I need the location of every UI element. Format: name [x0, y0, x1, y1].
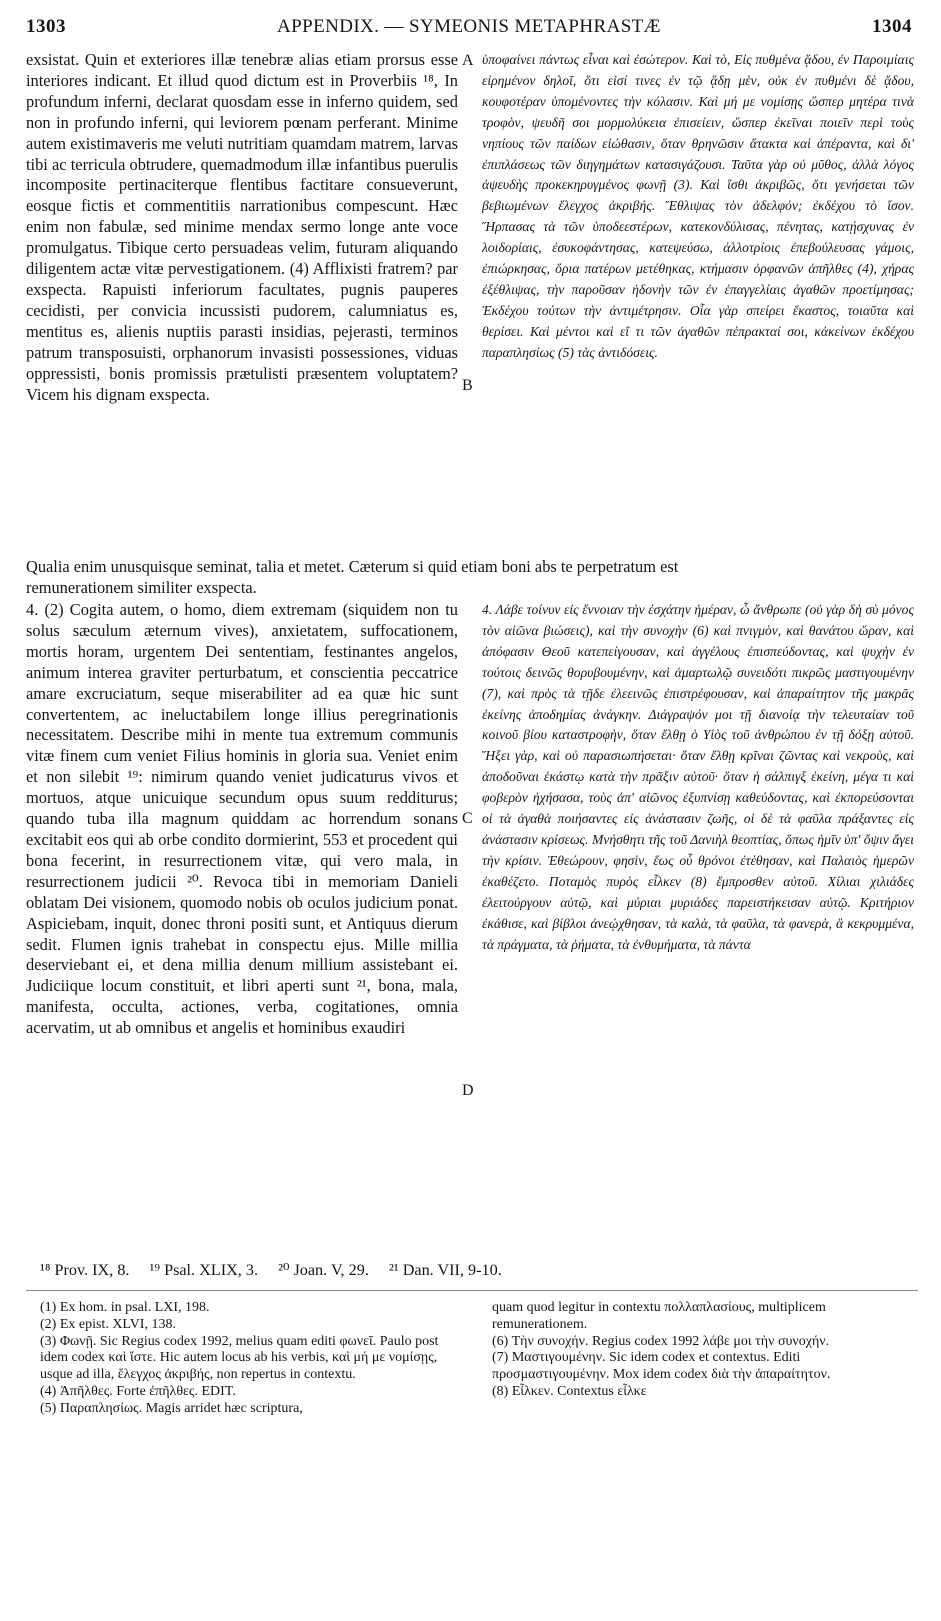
latin-paragraph: exsistat. Quin et exteriores illæ tenebræ alias etiam prorsus esse interiores indicant. Et illud quod dictum est in Proverbiis ¹⁸, In profundum inferni, declarat quosdam esse in inferno quidem, sed non in profundo inferni, qui leviorem pœnam perferant. Minime autem existimaveris me veluti nutritiam quamdam matrem, larvas tibi ac terricula obtrudere, quemadmodum illæ infantibus puerulis incomposite pertinaciterque flentibus factitare consueverunt, eosque fictis et commentitiis narrationibus compescunt. Hæc enim non fabulæ, sed minime mendax sermo longe ante voce promulgatus. Tibique certo persuadeas velim, futuram aliquando diligentem actæ vitæ pervestigationem. (4) Afflixisti fratrem? par exspecta. Rapuisti inferiorum facultates, pugnis pauperes cecidisti, per convicia incussisti pudorem, calumniatus es, mentitus es, alienis nuptiis parasti insidias, pejerasti, terminos patrum transposuisti, orphanorum invasisti possessiones, viduas oppressisti, bonis promissis prætulisti præsentem voluptatem? Vicem his dignam exspecta.: [26, 50, 458, 404]
margin-letter-a: A: [462, 52, 474, 69]
scripture-references: [40, 1260, 920, 1280]
footnotes-right: [492, 1300, 912, 1401]
page-number-right: 1304: [872, 16, 912, 37]
footnote: (5) Παραπλησίως. Magis arridet hæc scriptura,: [40, 1400, 303, 1416]
margin-letter-d: D: [462, 1082, 474, 1099]
footnote: (4) Ἀπῆλθες. Forte ἐπῆλθες. EDIT.: [40, 1383, 236, 1399]
footnote-divider: [26, 1290, 918, 1291]
latin-column-upper: [26, 50, 458, 572]
greek-column-upper: [482, 50, 914, 572]
margin-letter-c: C: [462, 810, 473, 827]
full-width-line-1: Qualia enim unusquisque seminat, talia et metet. Cæterum si quid etiam boni abs te perpetratum est: [26, 557, 679, 576]
full-width-line-2: remunerationem similiter exspecta.: [26, 578, 257, 597]
scripture-ref: ²¹ Dan. VII, 9-10.: [388, 1261, 502, 1279]
footnote: quam quod legitur in contextu πολλαπλασίους, multiplicem remunerationem.: [492, 1300, 826, 1332]
latin-column-lower: [26, 600, 458, 1248]
footnote: (2) Ex epist. XLVI, 138.: [40, 1316, 176, 1332]
footnote: (3) Φωνῇ. Sic Regius codex 1992, melius quam editi φωνεῖ. Paulo post idem codex καὶ ἴστε. Hic autem locus ab his verbis, καὶ μή με νομίσῃς, usque ad illa, ἔλεγχος ἀκριβής, non repertus in contextu.: [40, 1333, 439, 1383]
greek-column-lower: [482, 600, 914, 1248]
footnote: (8) Εἷλκεν. Contextus εἷλκε: [492, 1383, 647, 1399]
footnote: (1) Ex hom. in psal. LXI, 198.: [40, 1300, 210, 1315]
page-number-left: 1303: [26, 16, 66, 37]
scripture-ref: ¹⁹ Psal. XLIX, 3.: [149, 1261, 259, 1279]
scripture-ref: ²⁰ Joan. V, 29.: [278, 1261, 369, 1279]
scripture-ref: ¹⁸ Prov. IX, 8.: [40, 1261, 130, 1279]
running-header: [26, 16, 912, 46]
greek-paragraph: 4. Λάβε τοίνυν εἰς ἔννοιαν τὴν ἐσχάτην ἡμέραν, ὦ ἄνθρωπε (οὐ γὰρ δὴ σὺ μόνος τὸν αἰῶνα βιώσεις), καὶ τὴν συνοχὴν (6) καὶ πνιγμὸν, καὶ θανάτου ὥραν, καὶ ἀπόφασιν Θεοῦ κατεπείγουσαν, καὶ ἀγγέλους ἐπισπεύδοντας, καὶ ψυχὴν ἐν τούτοις δεινῶς θορυβουμένην, καὶ ἁμαρτωλῷ συνειδότι πικρῶς μαστιγουμένην (7), καὶ πρὸς τὰ τῇδε ἐλεεινῶς ἐπιστρέφουσαν, καὶ ἀπαραίτητον τῆς μακρᾶς ἐκείνης ἀποδημίας ἀνάγκην. Διάγραψόν μοι τῇ διανοίᾳ τὴν τελευταίαν τοῦ κοινοῦ βίου καταστροφὴν, ὅταν ἔλθῃ ὁ Υἱὸς τοῦ ἀνθρώπου ἐν τῇ δόξῃ αὐτοῦ. Ἥξει γὰρ, καὶ οὐ παρασιωπήσεται· ὅταν ἔλθῃ κρῖναι ζῶντας καὶ νεκροὺς, καὶ ἀποδοῦναι ἑκάστῳ κατὰ τὴν πρᾶξιν αὐτοῦ· ὅταν ἡ σάλπιγξ ἐκείνη, μέγα τι καὶ φοβερὸν ἠχήσασα, τοὺς ἀπ' αἰῶνος ἐξυπνίσῃ καθεύδοντας, καὶ ἐκπορεύσονται οἱ τὰ ἀγαθὰ ποιήσαντες εἰς ἀνάστασιν ζωῆς, οἱ δὲ τὰ φαῦλα πράξαντες εἰς ἀνάστασιν κρίσεως. Μνήσθητι τῆς τοῦ Δανιὴλ θεοπτίας, ὅπως ἡμῖν ὑπ' ὄψιν ἄγει τὴν κρίσιν. Ἐθεώρουν, φησὶν, ἕως οὗ θρόνοι ἐτέθησαν, καὶ Παλαιὸς ἡμερῶν ἐκαθέζετο. Ποταμὸς πυρὸς εἷλκεν (8) ἔμπροσθεν αὐτοῦ. Χίλιαι χιλιάδες ἐλειτούργουν αὐτῷ, καὶ μύριαι μυριάδες παρειστήκεισαν αὐτῷ. Κριτήριον ἐκάθισε, καὶ βίβλοι ἀνεῴχθησαν, τὰ καλὰ, τὰ φαῦλα, τὰ φανερὰ, ἃ κεκρυμμένα, τὰ πράγματα, τὰ ῥήματα, τὰ ἐνθυμήματα, τὰ πάντα: [482, 602, 914, 952]
latin-paragraph: 4. (2) Cogita autem, o homo, diem extremam (siquidem non tu solus sæculum æternum vives), anxietatem, suffocationem, mortis horam, urgentem Dei sententiam, festinantes angelos, animum interea graviter perturbatum, et conscientia peccatrice amare excruciatum, seque miserabiliter ad ea quæ hic sunt convertentem, ac ineluctabilem longe illius peregrinationis necessitatem. Describe mihi in mente tua extremum communis vitæ finem cum veniet Filius hominis in gloria sua. Veniet enim et non silebit ¹⁹: nimirum quando veniet judicaturus vivos et mortuos, atque unicuique secundum opus suum redditurus; quando tuba illa magnum quiddam ac horrendum sonans excitabit eos qui ab orbe condito dormierint, 553 et procedent qui bona fecerint, in resurrectionem vitæ, qui vero mala, in resurrectionem judicii ²⁰. Revoca tibi in memoriam Danieli oblatam Dei visionem, quomodo nobis ob oculos judicium ponat. Aspiciebam, inquit, donec throni positi sunt, et Antiquus dierum sedit. Flumen ignis trahebat in conspectu ejus. Mille millia deserviebant ei, et dena millia denum millium assistebant ei. Judiciique locum constituit, et libri aperti sunt ²¹, bona, mala, manifesta, occulta, actiones, verba, cogitationes, omnia acervatim, ut ab omnibus et angelis et hominibus exaudiri: [26, 600, 458, 1038]
greek-paragraph: ὑποφαίνει πάντως εἶναι καὶ ἐσώτερον. Καὶ τὸ, Εἰς πυθμένα ᾅδου, ἐν Παροιμίαις εἰρημένον δηλοῖ, ὅτι εἰσί τινες ἐν τῷ ᾅδῃ μὲν, οὐκ ἐν πυθμένι δὲ ᾅδου, κουφοτέραν ὑπομένοντες τὴν κόλασιν. Καὶ μή με νομίσῃς ὥσπερ μητέρα τινὰ τροφὸν, ψευδῆ σοι μορμολύκεια ἐπισείειν, ὥσπερ ἐκεῖναι ποιεῖν περὶ τοὺς νηπίους τῶν παίδων εἰώθασιν, ὅταν θρηνῶσιν ἄτακτα καὶ ἀπέραντα, καὶ δι' ἐπιπλάσεως τῶν διηγημάτων κατασιγάζουσι. Ταῦτα γὰρ οὐ μῦθος, ἀλλὰ λόγος ἀψευδὴς προκεκηρυγμένος φωνῇ (3). Καὶ ἴσθι ἀκριβῶς, ὅτι γενήσεται τῶν βεβιωμένων ἔλεγχος ἀκριβής. Ἔθλιψας τὸν ἀδελφόν; ἐκδέχου τὸ ἴσον. Ἥρπασας τὰ τῶν ὑποδεεστέρων, κατεκονδύλισας, πένητας, κατῄσχυνας ἐν λοιδορίαις, ἐσυκοφάντησας, κατεψεύσω, ἀλλοτρίοις ἐπεβούλευσας γάμοις, ἐπιώρκησας, ὅρια πατέρων μετέθηκας, κτήμασιν ὀρφανῶν ἀπῆλθες (4), χήρας ἐξέθλιψας, τὴν παροῦσαν ἡδονὴν τῶν ἐν ἐπαγγελίαις ἀγαθῶν προετίμησας; Ἐκδέχου τούτων τὴν ἀντιμέτρησιν. Οἷα γὰρ σπείρει ἕκαστος, τοιαῦτα καὶ θερίσει. Καὶ μέντοι καὶ εἴ τι τῶν ἀγαθῶν πέπρακταί σοι, κἀκείνων ἐκδέχου παραπλησίως (5) τὰς ἀντιδόσεις.: [482, 52, 914, 360]
margin-letter-b: B: [462, 377, 473, 394]
footnote: (7) Μαστιγουμένην. Sic idem codex et contextus. Editi προσμαστιγουμένην. Mox idem codex διὰ τὴν ἀπαραίτητον.: [492, 1350, 831, 1383]
running-title: APPENDIX. — SYMEONIS METAPHRASTÆ: [277, 16, 661, 37]
footnotes-left: [40, 1300, 450, 1418]
footnote: (6) Τὴν συνοχήν. Regius codex 1992 λάβε μοι τὴν συνοχήν.: [492, 1333, 830, 1349]
